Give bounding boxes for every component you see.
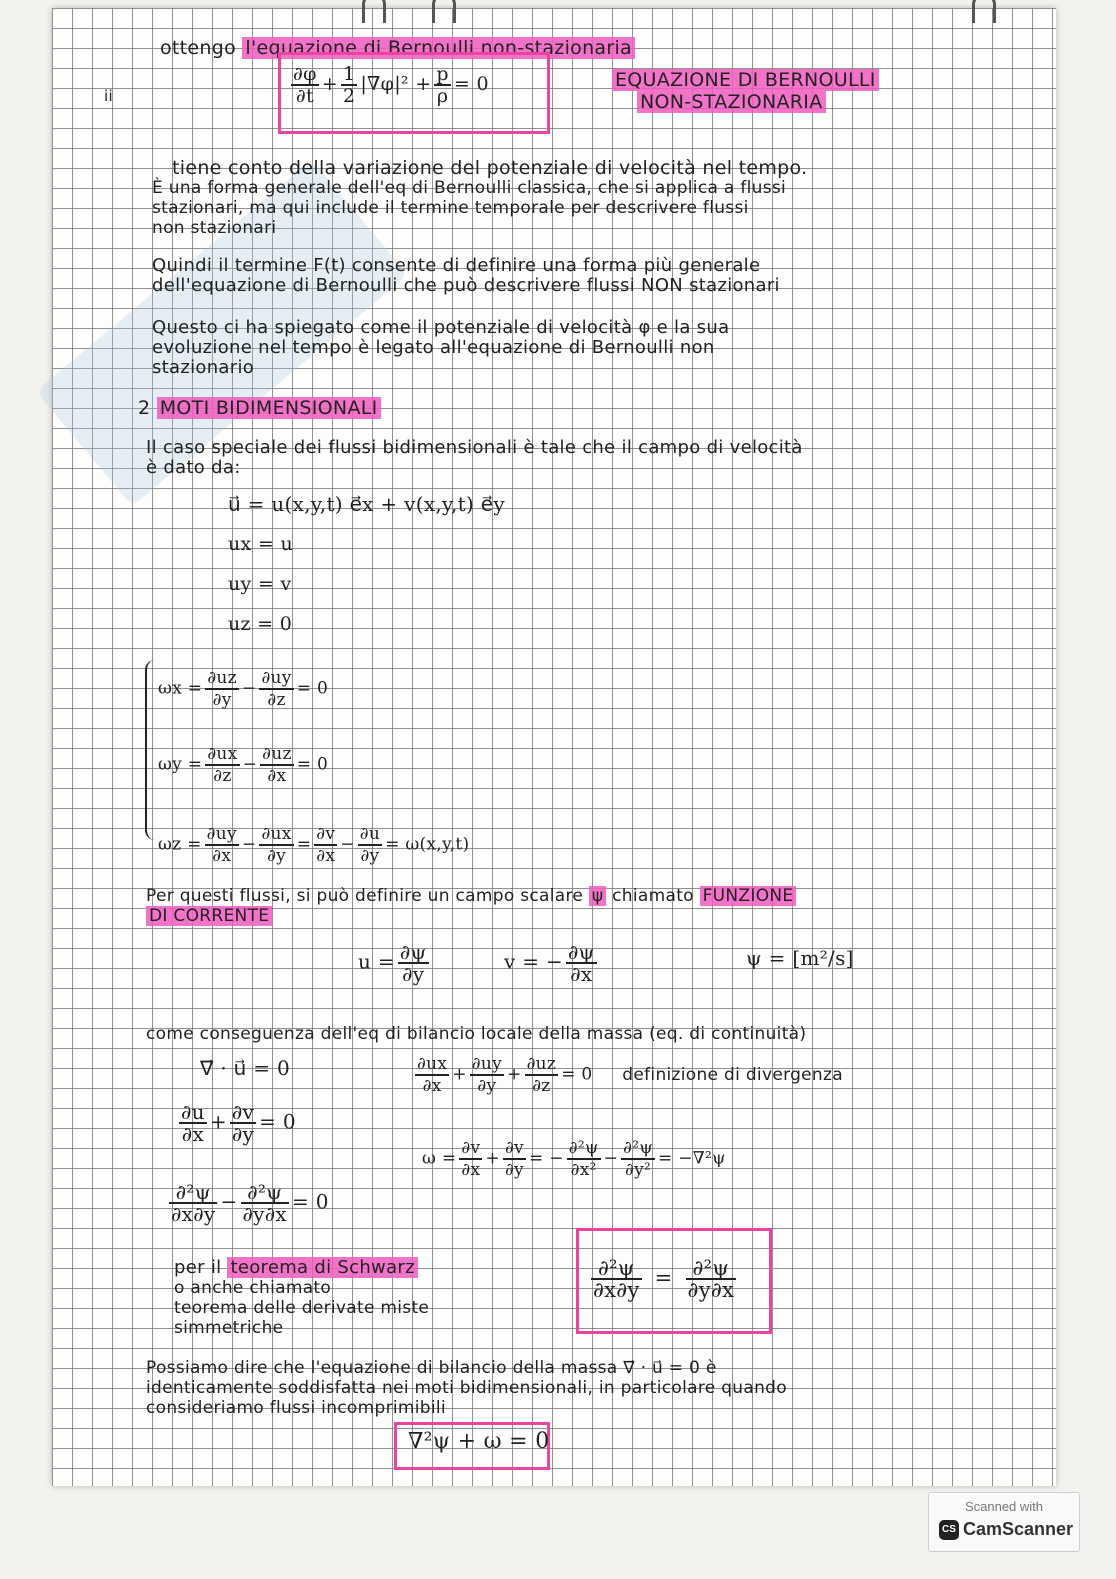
frac-den: ∂z bbox=[532, 1076, 551, 1096]
stream-intro-text: Per questi flussi, si può definire un campo scalare bbox=[146, 886, 584, 906]
frac-num: ∂ψ bbox=[568, 940, 595, 964]
frac-num: ∂uy bbox=[471, 1054, 503, 1074]
scanner-brand: CamScanner bbox=[963, 1519, 1074, 1539]
p1-line: tiene conto della variazione del potenziale di velocità nel tempo. bbox=[172, 157, 808, 179]
bernoulli-equation bbox=[288, 64, 489, 106]
stream-intro bbox=[146, 886, 796, 906]
binder-ring bbox=[362, 0, 386, 23]
frac-den: ∂x∂y bbox=[593, 1278, 640, 1302]
frac-num: ∂ψ bbox=[399, 940, 427, 964]
frac-num: ∂v bbox=[316, 824, 336, 844]
section-title: MOTI BIDIMENSIONALI bbox=[157, 397, 381, 419]
velocity-field: u⃗ = u(x,y,t) e⃗x + v(x,y,t) e⃗y bbox=[228, 492, 505, 516]
frac-num: ∂u bbox=[359, 824, 381, 844]
frac-den: ∂x bbox=[570, 962, 593, 986]
lhs: u = bbox=[358, 949, 395, 974]
op: − bbox=[603, 1148, 619, 1169]
section-2-heading bbox=[138, 398, 381, 418]
op: = bbox=[654, 1265, 673, 1290]
binder-ring bbox=[972, 0, 996, 23]
stream-intro-called: chiamato bbox=[612, 886, 694, 906]
final-line: consideriamo flussi incomprimibili bbox=[146, 1398, 446, 1418]
lhs: ωy = bbox=[158, 754, 203, 775]
schwarz-note: simmetriche bbox=[174, 1318, 284, 1338]
highlight-di-corrente: DI CORRENTE bbox=[146, 906, 272, 926]
vorticity-wy bbox=[158, 744, 328, 786]
frac-num: p bbox=[436, 63, 449, 85]
velocity-uz: uz = 0 bbox=[228, 613, 293, 635]
vorticity-wx bbox=[158, 668, 328, 710]
camscanner-badge bbox=[928, 1492, 1080, 1552]
frac-num: ∂uz bbox=[207, 668, 237, 688]
eq-label-text: NON-STAZIONARIA bbox=[637, 91, 826, 113]
frac-num: ∂²ψ bbox=[591, 1258, 642, 1280]
op: = ω(x,y,t) bbox=[385, 834, 470, 855]
frac-num: ∂²ψ bbox=[241, 1182, 289, 1204]
highlight-schwarz: teorema di Schwarz bbox=[227, 1257, 417, 1278]
scanner-caption: Scanned with bbox=[964, 1499, 1044, 1514]
stream-def-v bbox=[504, 942, 600, 984]
op: + bbox=[321, 73, 338, 95]
op: = 0 bbox=[561, 1064, 593, 1085]
op: |∇φ|² + bbox=[360, 73, 432, 95]
op: − bbox=[241, 678, 257, 699]
psi-symbol: ψ bbox=[589, 886, 607, 906]
velocity-ux: ux = u bbox=[228, 533, 293, 555]
op: + bbox=[485, 1148, 500, 1169]
op: = 0 bbox=[292, 1189, 329, 1214]
frac-den: ∂y bbox=[267, 846, 287, 866]
frac-den: ∂y² bbox=[625, 1160, 652, 1180]
frac-num: ∂uz bbox=[526, 1054, 557, 1074]
frac-den: ∂y bbox=[477, 1076, 497, 1096]
frac-den: ∂y bbox=[231, 1122, 255, 1146]
divergence-expanded bbox=[412, 1054, 843, 1096]
section-number: 2 bbox=[138, 397, 151, 419]
frac-num: 1 bbox=[342, 63, 356, 85]
notebook-page bbox=[52, 8, 1056, 1486]
lhs: ω = bbox=[422, 1148, 457, 1169]
op: − bbox=[242, 754, 258, 775]
vorticity-wz bbox=[158, 824, 470, 866]
lhs: v = − bbox=[504, 949, 564, 974]
intro-word: ottengo bbox=[160, 37, 237, 59]
frac-den: ∂y bbox=[504, 1160, 524, 1180]
frac-num: ∂v bbox=[504, 1138, 524, 1158]
frac-num: ∂²ψ bbox=[568, 1138, 599, 1158]
system-brace bbox=[145, 660, 159, 840]
p1-line: non stazionari bbox=[152, 218, 277, 238]
op: − bbox=[220, 1189, 238, 1214]
frac-den: ∂x bbox=[212, 846, 232, 866]
frac-num: ∂²ψ bbox=[686, 1258, 737, 1280]
continuity-intro: come conseguenza dell'eq di bilancio locale della massa (eq. di continuità) bbox=[146, 1024, 807, 1044]
binder-ring bbox=[432, 0, 456, 23]
stream-intro-2 bbox=[146, 906, 272, 926]
frac-num: ∂ux bbox=[261, 824, 292, 844]
p2-line: Quindi il termine F(t) consente di definire una forma più generale bbox=[152, 255, 761, 276]
p3-line: stazionario bbox=[152, 357, 255, 378]
divergence-label: definizione di divergenza bbox=[622, 1064, 843, 1085]
intro2-line: Il caso speciale dei flussi bidimensionali è tale che il campo di velocità bbox=[146, 437, 803, 458]
frac-num: ∂φ bbox=[293, 63, 317, 85]
margin-mark: ii bbox=[104, 87, 113, 105]
schwarz-note: teorema delle derivate miste bbox=[174, 1298, 430, 1318]
continuity-2d bbox=[176, 1102, 296, 1144]
p1-line: È una forma generale dell'eq di Bernoulli classica, che si applica a flussi bbox=[152, 178, 787, 198]
p3-line: Questo ci ha spiegato come il potenziale di velocità φ e la sua bbox=[152, 317, 730, 338]
highlight-funzione: FUNZIONE bbox=[700, 886, 797, 906]
final-line: identicamente soddisfatta nei moti bidimensionali, in particolare quando bbox=[146, 1378, 787, 1398]
eq-label-2 bbox=[637, 92, 826, 112]
schwarz-note: o anche chiamato bbox=[174, 1278, 332, 1298]
p3-line: evoluzione nel tempo è legato all'equazione di Bernoulli non bbox=[152, 337, 715, 358]
frac-den: ∂t bbox=[295, 85, 314, 107]
op: − bbox=[340, 834, 355, 855]
frac-num: ∂ux bbox=[207, 744, 238, 764]
frac-num: ∂uy bbox=[206, 824, 237, 844]
intro2-line: è dato da: bbox=[146, 457, 241, 478]
highlight-bernoulli-title: l'equazione di Bernoulli non-stazionaria bbox=[242, 37, 635, 59]
mixed-derivatives bbox=[166, 1182, 329, 1224]
frac-den: ∂y bbox=[360, 846, 380, 866]
p1-line: stazionari, ma qui include il termine temporale per descrivere flussi bbox=[152, 198, 749, 218]
frac-den: ∂x² bbox=[570, 1160, 597, 1180]
frac-den: ∂y bbox=[212, 690, 232, 710]
op: = bbox=[296, 834, 312, 855]
stream-units: ψ = [m²/s] bbox=[746, 946, 854, 970]
op: = 0 bbox=[296, 678, 329, 699]
eq-label-text: EQUAZIONE DI BERNOULLI bbox=[612, 69, 879, 91]
frac-den: ρ bbox=[436, 85, 449, 107]
schwarz-pre: per il bbox=[174, 1257, 222, 1278]
frac-den: ∂x bbox=[181, 1122, 205, 1146]
velocity-uy: uy = v bbox=[228, 573, 292, 595]
frac-den: ∂y bbox=[402, 962, 425, 986]
op: = 0 bbox=[259, 1109, 296, 1134]
frac-num: ∂²ψ bbox=[169, 1182, 217, 1204]
frac-den: 2 bbox=[342, 85, 356, 107]
frac-num: ∂u bbox=[181, 1100, 205, 1124]
op: = 0 bbox=[453, 73, 489, 95]
op: = − bbox=[528, 1148, 564, 1169]
lhs: ωx = bbox=[158, 678, 203, 699]
frac-num: ∂²ψ bbox=[623, 1138, 653, 1158]
frac-den: ∂x bbox=[461, 1160, 481, 1180]
op: = −∇²ψ bbox=[658, 1148, 726, 1169]
frac-num: ∂v bbox=[231, 1100, 255, 1124]
divergence-vector: ∇⃗ · u⃗ = 0 bbox=[200, 1056, 291, 1080]
frac-den: ∂x bbox=[267, 766, 287, 786]
op: + bbox=[507, 1064, 522, 1085]
op: − bbox=[241, 834, 257, 855]
op: + bbox=[452, 1064, 467, 1085]
frac-num: ∂ux bbox=[417, 1054, 448, 1074]
frac-den: ∂z bbox=[267, 690, 286, 710]
frac-num: ∂uy bbox=[261, 668, 292, 688]
op: + bbox=[209, 1109, 227, 1134]
frac-den: ∂x∂y bbox=[171, 1202, 216, 1226]
schwarz-equation bbox=[588, 1258, 739, 1300]
p2-line: dell'equazione di Bernoulli che può descrivere flussi NON stazionari bbox=[152, 275, 780, 296]
frac-num: ∂v bbox=[461, 1138, 481, 1158]
frac-den: ∂x bbox=[422, 1076, 442, 1096]
frac-den: ∂x bbox=[316, 846, 336, 866]
vorticity-laplacian bbox=[422, 1138, 726, 1180]
camscanner-logo-icon: CS bbox=[939, 1520, 959, 1540]
final-line: Possiamo dire che l'equazione di bilancio della massa ∇⃗ · u⃗ = 0 è bbox=[146, 1358, 717, 1378]
frac-den: ∂z bbox=[213, 766, 232, 786]
lhs: ωz = bbox=[158, 834, 202, 855]
stream-def-u bbox=[358, 942, 432, 984]
frac-num: ∂uz bbox=[262, 744, 292, 764]
eq-label-1 bbox=[612, 70, 879, 90]
frac-den: ∂y∂x bbox=[687, 1278, 735, 1302]
schwarz-line bbox=[174, 1258, 418, 1278]
frac-den: ∂y∂x bbox=[242, 1202, 287, 1226]
op: = 0 bbox=[296, 754, 329, 775]
final-equation: ∇²ψ + ω = 0 bbox=[408, 1429, 550, 1454]
